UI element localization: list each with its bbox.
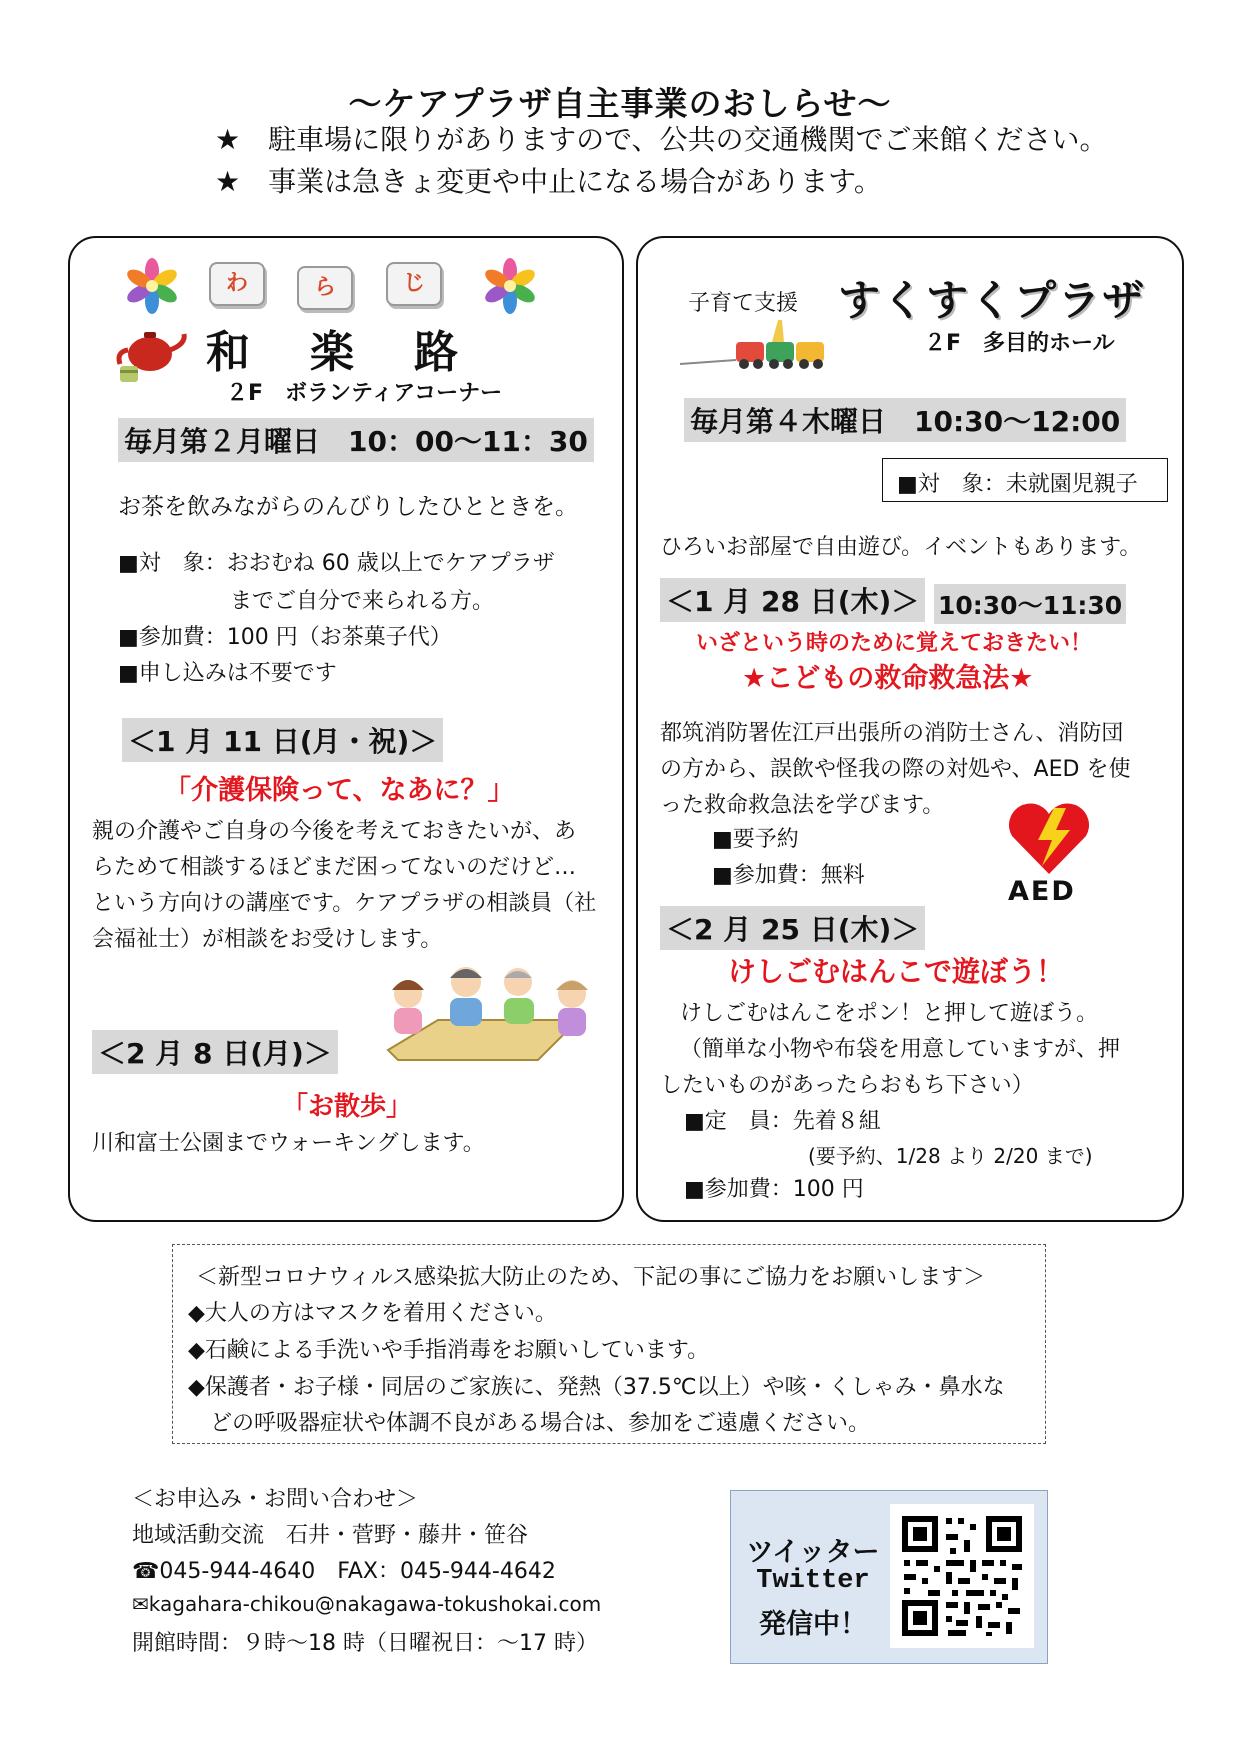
- event-feb25-capacity: ■定 員：先着８組: [684, 1109, 881, 1134]
- event-jan28-tagline: いざという時のために覚えておきたい！: [696, 631, 1093, 656]
- event-jan11-title: 「介護保険って、なあに？」: [164, 775, 515, 806]
- event-feb8-description: 川和富士公園までウォーキングします。: [92, 1131, 485, 1156]
- event-feb25-title: けしごむはんこで遊ぼう！: [728, 955, 1065, 988]
- event-feb25-date: ＜2 月 25 日(木)＞: [660, 906, 925, 950]
- contact-hours: 開館時間：９時～18 時（日曜祝日：～17 時）: [132, 1631, 598, 1656]
- covid-item: ◆大人の方はマスクを着用ください。: [188, 1301, 557, 1326]
- teapot-icon: [112, 322, 190, 384]
- covid-item: どの呼吸器症状や体調不良がある場合は、参加をご遠慮ください。: [188, 1411, 871, 1436]
- covid-item: ◆石鹸による手洗いや手指消毒をお願いしています。: [188, 1338, 710, 1363]
- twitter-line2: Twitter: [756, 1566, 870, 1596]
- event-jan11-line: 親の介護やご自身の今後を考えておきたいが、あ: [92, 819, 577, 844]
- event-feb25-line: けしごむはんこをポン！と押して遊ぼう。: [680, 1001, 1099, 1026]
- event-feb25-capacity-note: (要予約、1/28 より 2/20 まで): [808, 1144, 1093, 1168]
- waraji-name: 和 楽 路: [206, 327, 466, 378]
- sukusuku-target: ■対 象：未就園児親子: [897, 472, 1138, 497]
- tile-ji: じ: [386, 262, 442, 306]
- twitter-line1: ツイッター: [746, 1537, 880, 1568]
- event-feb25-line: （簡単な小物や布袋を用意していますが、押: [680, 1037, 1121, 1062]
- aed-label: AED: [1008, 876, 1076, 907]
- event-jan28-title: ★こどもの救命救急法★: [742, 663, 1034, 694]
- page-title: ～ケアプラザ自主事業のおしらせ～: [348, 84, 892, 123]
- contact-heading: ＜お申込み・お問い合わせ＞: [132, 1487, 419, 1512]
- event-feb8-title: 「お散歩」: [282, 1092, 413, 1122]
- sukusuku-subtitle: 子育て支援: [688, 291, 799, 316]
- twitter-line3: 発信中！: [759, 1609, 867, 1640]
- waraji-apply: ■申し込みは不要です: [118, 661, 337, 686]
- waraji-fee: ■参加費：100 円（お茶菓子代）: [118, 625, 452, 650]
- contact-staff: 地域活動交流 石井・菅野・藤井・笹谷: [132, 1523, 529, 1548]
- event-feb25-line: したいものがあったらおもち下さい）: [660, 1073, 1034, 1098]
- event-jan11-line: らためて相談するほどまだ困ってないのだけど…: [92, 855, 577, 880]
- aed-heart-icon: [1004, 800, 1094, 878]
- qr-code[interactable]: [890, 1504, 1034, 1648]
- people-at-table-illustration: [378, 960, 600, 1068]
- event-feb25-fee: ■参加費：100 円: [684, 1177, 864, 1202]
- waraji-schedule: 毎月第２月曜日 10：00～11：30: [118, 418, 594, 462]
- waraji-target-line2: までご自分で来られる方。: [230, 589, 495, 614]
- covid-item: ◆保護者・お子様・同居のご家族に、発熱（37.5℃以上）や咳・くしゃみ・鼻水な: [188, 1375, 1005, 1400]
- event-jan28-date: ＜1 月 28 日(木)＞: [660, 578, 925, 622]
- event-jan28-time: 10:30～11:30: [934, 584, 1126, 624]
- flower-icon: [122, 256, 182, 316]
- contact-phone: ☎045-944-4640 FAX：045-944-4642: [132, 1559, 556, 1584]
- event-jan28-line: 都筑消防署佐江戸出張所の消防士さん、消防団: [660, 721, 1124, 746]
- event-jan28-fee: ■参加費：無料: [712, 863, 865, 888]
- notice-change: ★ 事業は急きょ変更や中止になる場合があります。: [215, 165, 882, 198]
- event-jan28-reserve: ■要予約: [712, 827, 799, 852]
- covid-heading: ＜新型コロナウィルス感染拡大防止のため、下記の事にご協力をお願いします＞: [196, 1265, 986, 1290]
- flower-icon: [480, 256, 540, 316]
- tile-ra: ら: [297, 266, 353, 310]
- sukusuku-name: すくすくプラザ: [838, 276, 1147, 325]
- sukusuku-target-box: [882, 458, 1168, 502]
- waraji-target-line1: ■対 象：おおむね 60 歳以上でケアプラザ: [118, 551, 555, 576]
- waraji-location: ２F ボランティアコーナー: [226, 381, 503, 406]
- sukusuku-location: ２F 多目的ホール: [924, 331, 1115, 356]
- waraji-description: お茶を飲みながらのんびりしたひとときを。: [118, 494, 578, 520]
- event-jan11-line: という方向けの講座です。ケアプラザの相談員（社: [92, 891, 597, 916]
- event-jan11-line: 会福祉士）が相談をお受けします。: [92, 927, 443, 952]
- event-jan28-line: の方から、誤飲や怪我の際の対処や、AED を使: [660, 757, 1131, 782]
- contact-email: ✉kagahara-chikou@nakagawa-tokushokai.com: [132, 1592, 602, 1616]
- sukusuku-schedule: 毎月第４木曜日 10:30～12:00: [684, 398, 1126, 442]
- tile-wa: わ: [209, 262, 265, 306]
- event-feb8-date: ＜2 月 8 日(月)＞: [92, 1030, 338, 1074]
- notice-parking: ★ 駐車場に限りがありますので、公共の交通機関でご来館ください。: [215, 123, 1108, 156]
- event-jan28-line: った救命救急法を学びます。: [660, 793, 945, 818]
- toy-train-icon: [680, 316, 828, 372]
- sukusuku-description: ひろいお部屋で自由遊び。イベントもあります。: [660, 535, 1142, 560]
- event-jan11-date: ＜1 月 11 日(月・祝)＞: [122, 718, 443, 762]
